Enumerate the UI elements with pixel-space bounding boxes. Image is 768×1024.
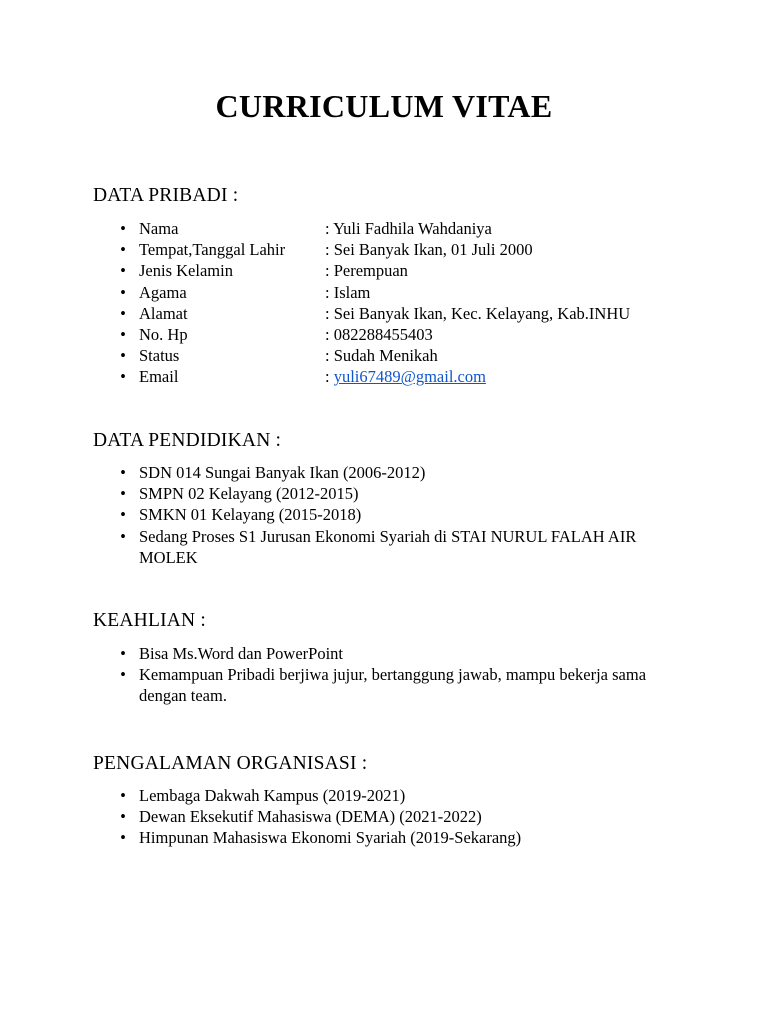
field-label-status: Status (139, 346, 180, 366)
list-item (120, 260, 630, 281)
bullet-icon: • (120, 325, 126, 345)
education-item-text: SDN 014 Sungai Banyak Ikan (2006-2012) (139, 463, 426, 482)
bullet-icon: • (120, 240, 126, 260)
skill-item-text: Bisa Ms.Word dan PowerPoint (139, 644, 344, 663)
organization-heading: PENGALAMAN ORGANISASI : (93, 753, 368, 774)
list-item (120, 282, 630, 303)
organization-item-text: Lembaga Dakwah Kampus (2019-2021) (139, 786, 406, 805)
education-item-text: SMPN 02 Kelayang (2012-2015) (139, 484, 359, 504)
bullet-icon: • (120, 786, 126, 805)
field-value-status: : Sudah Menikah (325, 346, 438, 366)
bullet-icon: • (120, 219, 126, 238)
bullet-icon: • (120, 807, 126, 827)
email-colon: : (325, 367, 334, 387)
bullet-icon: • (120, 505, 126, 525)
bullet-icon: • (120, 303, 126, 323)
bullet-icon: • (120, 346, 126, 366)
field-label-address: Alamat (139, 303, 188, 323)
skills-heading: KEAHLIAN : (93, 610, 207, 631)
list-item (120, 366, 630, 387)
list-item (120, 462, 669, 483)
field-value-religion: : Islam (325, 282, 371, 302)
field-label-email: Email (139, 367, 179, 387)
organization-item-text: Himpunan Mahasiswa Ekonomi Syariah (2019-Sekarang) (139, 828, 522, 848)
field-value-address: : Sei Banyak Ikan, Kec. Kelayang, Kab.INHU (325, 303, 631, 323)
list-item (120, 483, 669, 504)
bullet-icon: • (120, 463, 126, 482)
email-link[interactable]: yuli67489@gmail.com (333, 367, 486, 387)
field-label-phone: No. Hp (139, 325, 188, 345)
field-label-nama: Nama (139, 219, 179, 238)
education-item-text: Sedang Proses S1 Jurusan Ekonomi Syariah di STAI NURUL FALAH AIR MOLEK (139, 526, 637, 567)
field-label-religion: Agama (139, 282, 187, 302)
personal-data-list (120, 218, 631, 388)
bullet-icon: • (120, 282, 126, 302)
skill-item-text: Kemampuan Pribadi berjiwa jujur, bertanggung jawab, mampu bekerja sama dengan team. (139, 665, 647, 706)
personal-data-heading: DATA PRIBADI : (93, 185, 239, 206)
bullet-icon: • (120, 261, 126, 281)
bullet-icon: • (120, 367, 126, 387)
field-value-phone: : 082288455403 (325, 325, 433, 345)
list-item (120, 526, 669, 568)
list-item (120, 827, 522, 848)
list-item (120, 806, 521, 827)
bullet-icon: • (120, 644, 126, 663)
organization-list (120, 785, 522, 849)
education-item-text: SMKN 01 Kelayang (2015-2018) (139, 505, 362, 525)
list-item (120, 218, 630, 239)
document-title: CURRICULUM VITAE (215, 88, 553, 124)
field-value-birth: : Sei Banyak Ikan, 01 Juli 2000 (325, 240, 533, 260)
field-value-nama: : Yuli Fadhila Wahdaniya (325, 219, 492, 238)
list-item (120, 785, 521, 806)
bullet-icon: • (120, 665, 126, 685)
bullet-icon: • (120, 526, 126, 546)
field-label-gender: Jenis Kelamin (139, 261, 233, 281)
list-item (120, 664, 669, 706)
skills-list (120, 643, 669, 707)
education-heading: DATA PENDIDIKAN : (93, 430, 282, 451)
list-item (120, 643, 669, 664)
bullet-icon: • (120, 484, 126, 504)
field-label-birth: Tempat,Tanggal Lahir (139, 240, 286, 260)
organization-item-text: Dewan Eksekutif Mahasiswa (DEMA) (2021-2022) (139, 807, 482, 827)
field-value-gender: : Perempuan (325, 261, 408, 281)
list-item (120, 303, 631, 324)
list-item (120, 239, 630, 260)
list-item (120, 345, 630, 366)
bullet-icon: • (120, 828, 126, 848)
list-item (120, 504, 669, 525)
list-item (120, 324, 630, 345)
education-list (120, 462, 669, 568)
